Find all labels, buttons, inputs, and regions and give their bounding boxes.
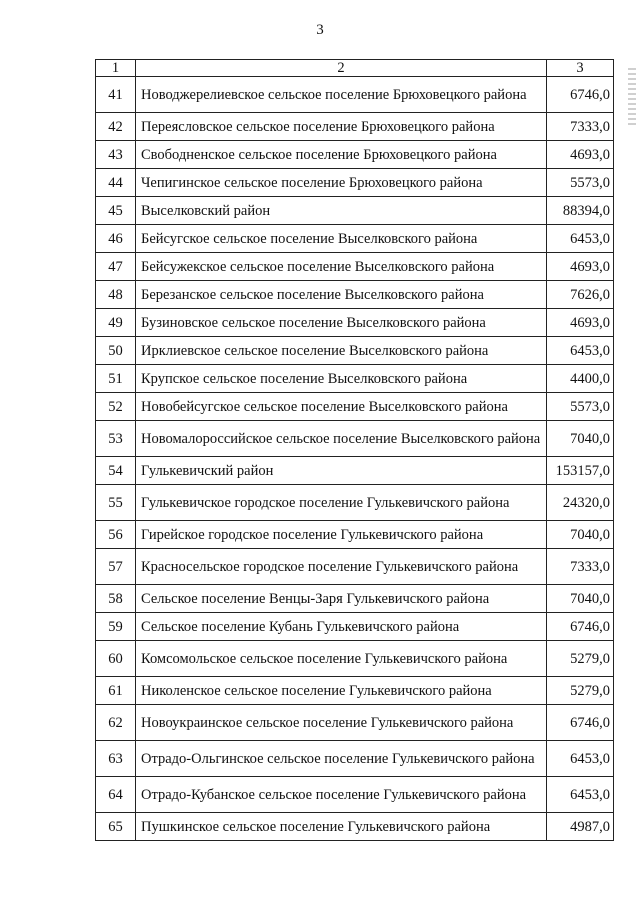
table-row: [96, 641, 614, 677]
row-name: Отрадо-Ольгинское сельское поселение Гулькевичского района: [136, 741, 547, 777]
table-row: [96, 485, 614, 521]
row-number: 54: [96, 457, 136, 485]
column-header-name: 2: [136, 60, 547, 77]
table-row: [96, 309, 614, 337]
column-header-value: 3: [547, 60, 614, 77]
row-name: Николенское сельское поселение Гулькевичского района: [136, 677, 547, 705]
row-value: 4400,0: [547, 365, 614, 393]
row-value: 6746,0: [547, 705, 614, 741]
table-row: [96, 613, 614, 641]
row-name: Отрадо-Кубанское сельское поселение Гулькевичского района: [136, 777, 547, 813]
table-row: [96, 141, 614, 169]
row-number: 42: [96, 113, 136, 141]
allocation-table: [95, 59, 614, 841]
table-row: [96, 813, 614, 841]
row-value: 24320,0: [547, 485, 614, 521]
row-value: 7333,0: [547, 549, 614, 585]
row-value: 6453,0: [547, 741, 614, 777]
row-name: Гулькевичский район: [136, 457, 547, 485]
row-number: 45: [96, 197, 136, 225]
row-value: 4693,0: [547, 253, 614, 281]
row-number: 56: [96, 521, 136, 549]
row-name: Чепигинское сельское поселение Брюховецкого района: [136, 169, 547, 197]
row-value: 6453,0: [547, 337, 614, 365]
row-value: 7626,0: [547, 281, 614, 309]
row-number: 52: [96, 393, 136, 421]
row-number: 57: [96, 549, 136, 585]
row-value: 6453,0: [547, 777, 614, 813]
row-name: Бузиновское сельское поселение Выселковского района: [136, 309, 547, 337]
row-value: 6453,0: [547, 225, 614, 253]
table-row: [96, 677, 614, 705]
table-row: [96, 113, 614, 141]
row-value: 6746,0: [547, 77, 614, 113]
row-number: 41: [96, 77, 136, 113]
row-value: 7040,0: [547, 521, 614, 549]
row-name: Новоукраинское сельское поселение Гулькевичского района: [136, 705, 547, 741]
row-number: 65: [96, 813, 136, 841]
row-name: Выселковский район: [136, 197, 547, 225]
row-name: Ирклиевское сельское поселение Выселковского района: [136, 337, 547, 365]
table-row: [96, 197, 614, 225]
table-row: [96, 337, 614, 365]
table-row: [96, 225, 614, 253]
row-name: Сельское поселение Венцы-Заря Гулькевичского района: [136, 585, 547, 613]
table-row: [96, 169, 614, 197]
row-number: 59: [96, 613, 136, 641]
row-value: 153157,0: [547, 457, 614, 485]
row-name: Бейсужекское сельское поселение Выселковского района: [136, 253, 547, 281]
row-number: 63: [96, 741, 136, 777]
table-row: [96, 253, 614, 281]
row-number: 55: [96, 485, 136, 521]
row-name: Новомалороссийское сельское поселение Выселковского района: [136, 421, 547, 457]
row-value: 5279,0: [547, 641, 614, 677]
margin-scan-mark: [628, 68, 636, 128]
column-header-number: 1: [96, 60, 136, 77]
row-value: 6746,0: [547, 613, 614, 641]
row-value: 7333,0: [547, 113, 614, 141]
row-number: 58: [96, 585, 136, 613]
row-value: 7040,0: [547, 585, 614, 613]
row-name: Красносельское городское поселение Гулькевичского района: [136, 549, 547, 585]
table-row: [96, 741, 614, 777]
row-name: Березанское сельское поселение Выселковского района: [136, 281, 547, 309]
table-row: [96, 365, 614, 393]
row-number: 44: [96, 169, 136, 197]
row-name: Переясловское сельское поселение Брюховецкого района: [136, 113, 547, 141]
table-row: [96, 705, 614, 741]
table-row: [96, 777, 614, 813]
row-value: 4693,0: [547, 141, 614, 169]
row-value: 4987,0: [547, 813, 614, 841]
row-number: 62: [96, 705, 136, 741]
row-name: Крупское сельское поселение Выселковского района: [136, 365, 547, 393]
row-value: 7040,0: [547, 421, 614, 457]
row-name: Бейсугское сельское поселение Выселковского района: [136, 225, 547, 253]
table-row: [96, 421, 614, 457]
row-number: 50: [96, 337, 136, 365]
row-name: Пушкинское сельское поселение Гулькевичского района: [136, 813, 547, 841]
page-number: 3: [316, 22, 324, 38]
row-number: 61: [96, 677, 136, 705]
row-number: 51: [96, 365, 136, 393]
table-row: [96, 77, 614, 113]
row-number: 60: [96, 641, 136, 677]
table-row: [96, 457, 614, 485]
row-name: Свободненское сельское поселение Брюховецкого района: [136, 141, 547, 169]
row-number: 48: [96, 281, 136, 309]
table-row: [96, 393, 614, 421]
row-number: 53: [96, 421, 136, 457]
row-number: 49: [96, 309, 136, 337]
row-value: 5279,0: [547, 677, 614, 705]
table-row: [96, 585, 614, 613]
table-row: [96, 281, 614, 309]
row-value: 5573,0: [547, 169, 614, 197]
row-number: 46: [96, 225, 136, 253]
table-row: [96, 549, 614, 585]
row-value: 88394,0: [547, 197, 614, 225]
row-value: 5573,0: [547, 393, 614, 421]
row-name: Новоджерелиевское сельское поселение Брюховецкого района: [136, 77, 547, 113]
row-number: 43: [96, 141, 136, 169]
table-row: [96, 521, 614, 549]
row-number: 64: [96, 777, 136, 813]
row-name: Гулькевичское городское поселение Гулькевичского района: [136, 485, 547, 521]
row-name: Гирейское городское поселение Гулькевичского района: [136, 521, 547, 549]
header-row: [96, 60, 614, 77]
row-name: Новобейсугское сельское поселение Выселковского района: [136, 393, 547, 421]
row-name: Сельское поселение Кубань Гулькевичского района: [136, 613, 547, 641]
row-name: Комсомольское сельское поселение Гулькевичского района: [136, 641, 547, 677]
row-value: 4693,0: [547, 309, 614, 337]
row-number: 47: [96, 253, 136, 281]
